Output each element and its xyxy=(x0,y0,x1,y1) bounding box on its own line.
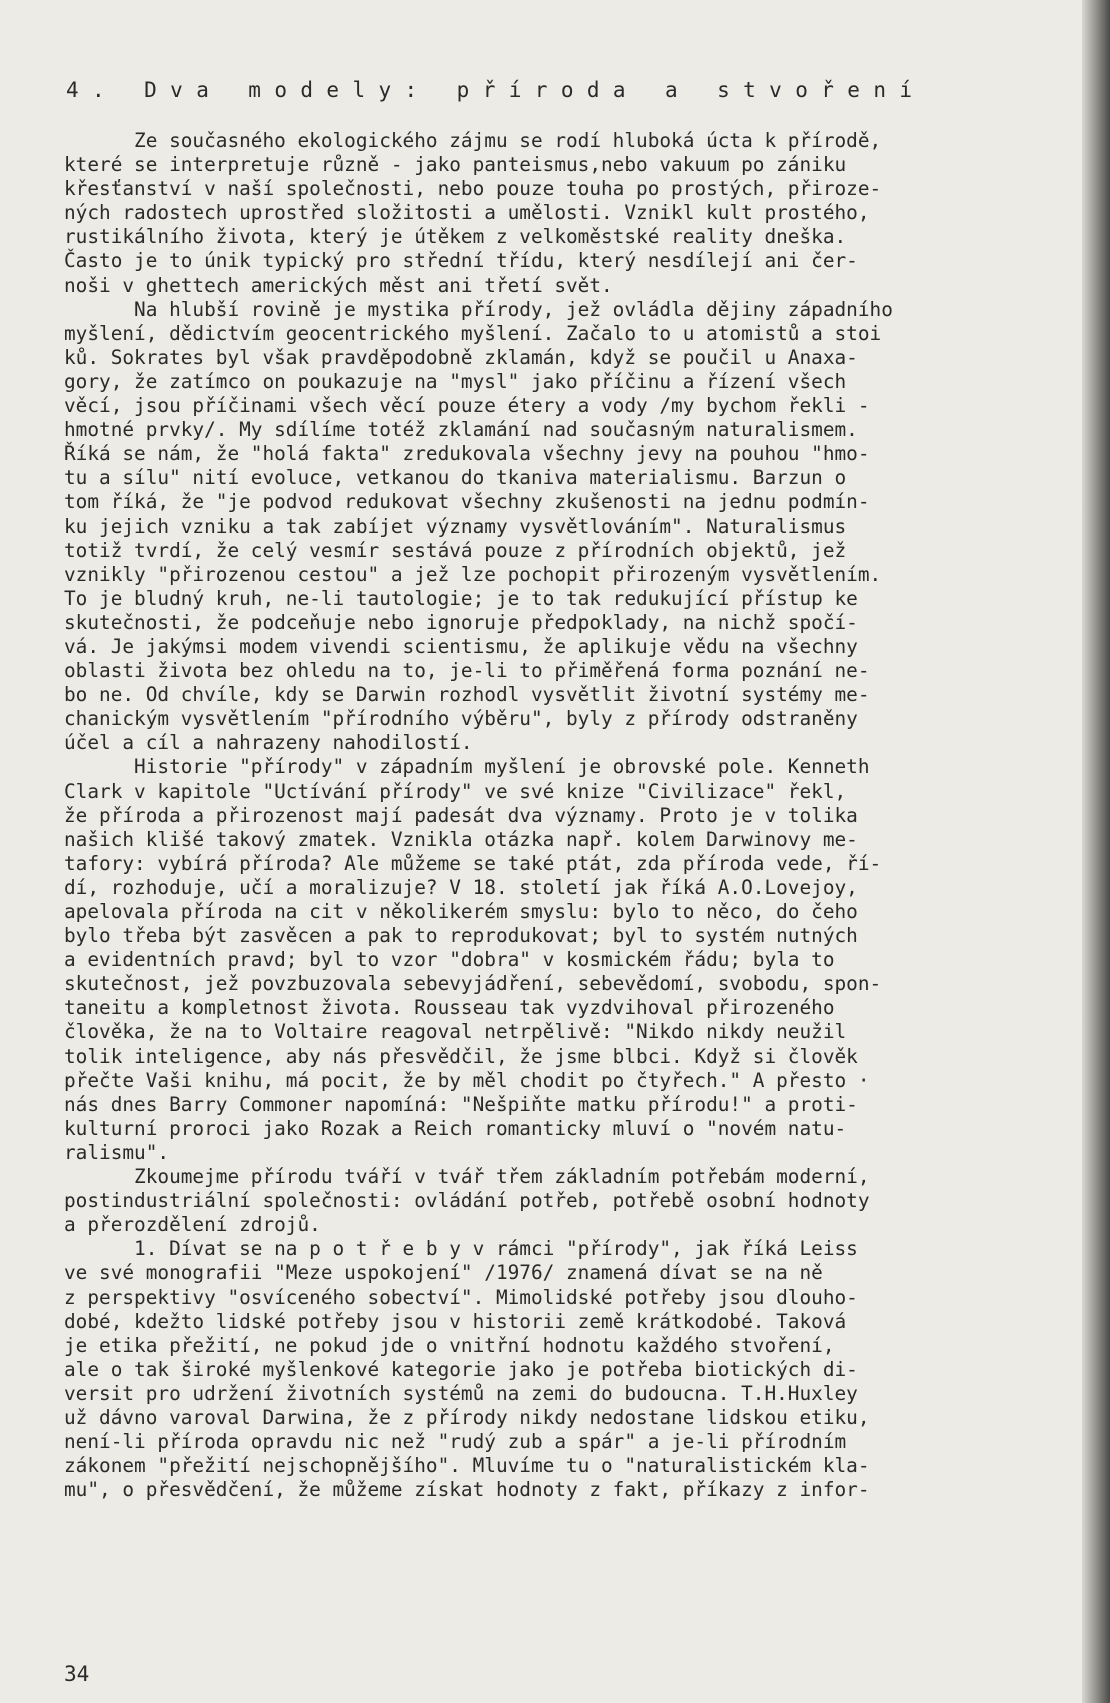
page-number: 34 xyxy=(64,1662,90,1686)
text-line: křesťanství v naší společnosti, nebo pouze touha po prostých, přiroze- xyxy=(64,177,882,201)
text-line: Zkoumejme přírodu tváří v tvář třem základním potřebám moderní, xyxy=(64,1165,870,1189)
section-heading: 4. Dva modely: příroda a stvoření xyxy=(66,78,926,102)
text-line: je etika přežití, ne pokud jde o vnitřní hodnotu každého stvoření, xyxy=(64,1333,835,1357)
book-binding-edge xyxy=(1082,0,1110,1703)
text-line: vznikly "přirozenou cestou" a jež lze pochopit přirozeným vysvětlením. xyxy=(64,562,882,586)
text-line: není-li příroda opravdu nic než "rudý zub a spár" a je-li přírodním xyxy=(64,1430,847,1454)
text-line: které se interpretuje různě - jako panteismus,nebo vakuum po zániku xyxy=(64,153,847,177)
text-line: Clark v kapitole "Uctívání přírody" ve své knize "Civilizace" řekl, xyxy=(64,779,847,803)
text-line: Historie "přírody" v západním myšlení je obrovské pole. Kenneth xyxy=(64,755,870,779)
text-line: vá. Je jakýmsi modem vivendi scientismu, že aplikuje vědu na všechny xyxy=(64,634,858,658)
text-line: ale o tak široké myšlenkové kategorie jako je potřeba biotických di- xyxy=(64,1357,858,1381)
text-line: našich klišé takový zmatek. Vznikla otázka např. kolem Darwinovy me- xyxy=(64,827,858,851)
text-line: dí, rozhoduje, učí a moralizuje? V 18. století jak říká A.O.Lovejoy, xyxy=(64,875,858,899)
text-line: gory, že zatímco on poukazuje na "mysl" jako příčinu a řízení všech xyxy=(64,369,847,393)
text-line: člověka, že na to Voltaire reagoval netrpělivě: "Nikdo nikdy neužil xyxy=(64,1020,847,1044)
text-line: skutečnosti, že podceňuje nebo ignoruje předpoklady, na nichž spočí- xyxy=(64,610,858,634)
text-line: apelovala příroda na cit v několikerém smyslu: bylo to něco, do čeho xyxy=(64,900,858,923)
text-line: přečte Vaši knihu, má pocit, že by měl chodit po čtyřech." A přesto · xyxy=(64,1068,870,1092)
text-line: a přerozdělení zdrojů. xyxy=(64,1213,321,1237)
text-line: rustikálního života, který je útěkem z velkoměstské reality dneška. xyxy=(64,225,847,249)
text-line: a evidentních pravd; byl to vzor "dobra" v kosmickém řádu; byla to xyxy=(64,948,835,972)
text-line: taneitu a kompletnost života. Rousseau tak vyzdvihoval přirozeného xyxy=(64,996,835,1020)
text-line: hmotné prvky/. My sdílíme totéž zklamání nad současným naturalismem. xyxy=(64,418,858,442)
text-line: tom říká, že "je podvod redukovat všechny zkušenosti na jednu podmín- xyxy=(64,490,870,514)
text-line: bylo třeba být zasvěcen a pak to reprodukovat; byl to systém nutných xyxy=(64,924,858,948)
text-line: už dávno varoval Darwina, že z přírody nikdy nedostane lidskou etiku, xyxy=(64,1405,870,1429)
text-line: ralismu". xyxy=(64,1140,170,1164)
body-text xyxy=(64,129,1088,1502)
text-line: postindustriální společnosti: ovládání potřeb, potřebě osobní hodnoty xyxy=(64,1189,870,1213)
text-line: tolik inteligence, aby nás přesvědčil, že jsme blbci. Když si člověk xyxy=(64,1044,858,1068)
text-line: kulturní proroci jako Rozak a Reich romanticky mluví o "novém natu- xyxy=(64,1116,847,1140)
text-line: Ze současného ekologického zájmu se rodí hluboká úcta k přírodě, xyxy=(64,129,882,152)
text-line: věcí, jsou příčinami všech věcí pouze étery a vody /my bychom řekli - xyxy=(64,394,870,418)
text-line: skutečnost, jež povzbuzovala sebevyjádření, sebevědomí, svobodu, spon- xyxy=(64,972,882,996)
text-line: tafory: vybírá příroda? Ale můžeme se také ptát, zda příroda vede, ří- xyxy=(64,851,882,875)
text-line: z perspektivy "osvíceného sobectví". Mimolidské potřeby jsou dlouho- xyxy=(64,1285,858,1309)
text-line: To je bludný kruh, ne-li tautologie; je to tak redukující přístup ke xyxy=(64,586,858,610)
text-line: tu a sílu" nití evoluce, vetkanou do tkaniva materialismu. Barzun o xyxy=(64,466,847,490)
text-line: nás dnes Barry Commoner napomíná: "Nešpiňte matku přírodu!" a proti- xyxy=(64,1092,858,1116)
text-line: versit pro udržení životních systémů na zemi do budoucna. T.H.Huxley xyxy=(64,1381,858,1405)
text-line: ve své monografii "Meze uspokojení" /1976/ znamená dívat se na ně xyxy=(64,1261,823,1285)
text-line: totiž tvrdí, že celý vesmír sestává pouze z přírodních objektů, jež xyxy=(64,538,847,562)
text-line: účel a cíl a nahrazeny nahodilostí. xyxy=(64,731,473,755)
text-line: že příroda a přirozenost mají padesát dva významy. Proto je v tolika xyxy=(64,803,858,827)
text-line: Často je to únik typický pro střední třídu, který nesdílejí ani čer- xyxy=(64,249,858,273)
text-line: 1. Dívat se na p o t ř e b y v rámci "přírody", jak říká Leiss xyxy=(64,1237,858,1261)
text-line: chanickým vysvětlením "přírodního výběru", byly z přírody odstraněny xyxy=(64,707,858,731)
text-line: Na hlubší rovině je mystika přírody, jež ovládla dějiny západního xyxy=(64,297,893,321)
text-line: ných radostech uprostřed složitosti a umělosti. Vznikl kult prostého, xyxy=(64,201,870,225)
text-line: bo ne. Od chvíle, kdy se Darwin rozhodl vysvětlit životní systémy me- xyxy=(64,683,870,707)
text-line: ku jejich vzniku a tak zabíjet významy vysvětlováním". Naturalismus xyxy=(64,514,847,538)
text-line: oblasti života bez ohledu na to, je-li to přiměřená forma poznání ne- xyxy=(64,659,870,683)
text-line: dobé, kdežto lidské potřeby jsou v historii země krátkodobé. Taková xyxy=(64,1309,847,1333)
text-line: ků. Sokrates byl však pravděpodobně zklamán, když se poučil u Anaxa- xyxy=(64,345,858,369)
text-line: myšlení, dědictvím geocentrického myšlení. Začalo to u atomistů a stoi xyxy=(64,321,882,345)
text-line: mu", o přesvědčení, že můžeme získat hodnoty z fakt, příkazy z infor- xyxy=(64,1478,870,1502)
text-line: noši v ghettech amerických měst ani třetí svět. xyxy=(64,273,613,297)
text-line: Říká se nám, že "holá fakta" zredukovala všechny jevy na pouhou "hmo- xyxy=(64,442,870,466)
text-line: zákonem "přežití nejschopnějšího". Mluvíme tu o "naturalistickém kla- xyxy=(64,1454,870,1478)
